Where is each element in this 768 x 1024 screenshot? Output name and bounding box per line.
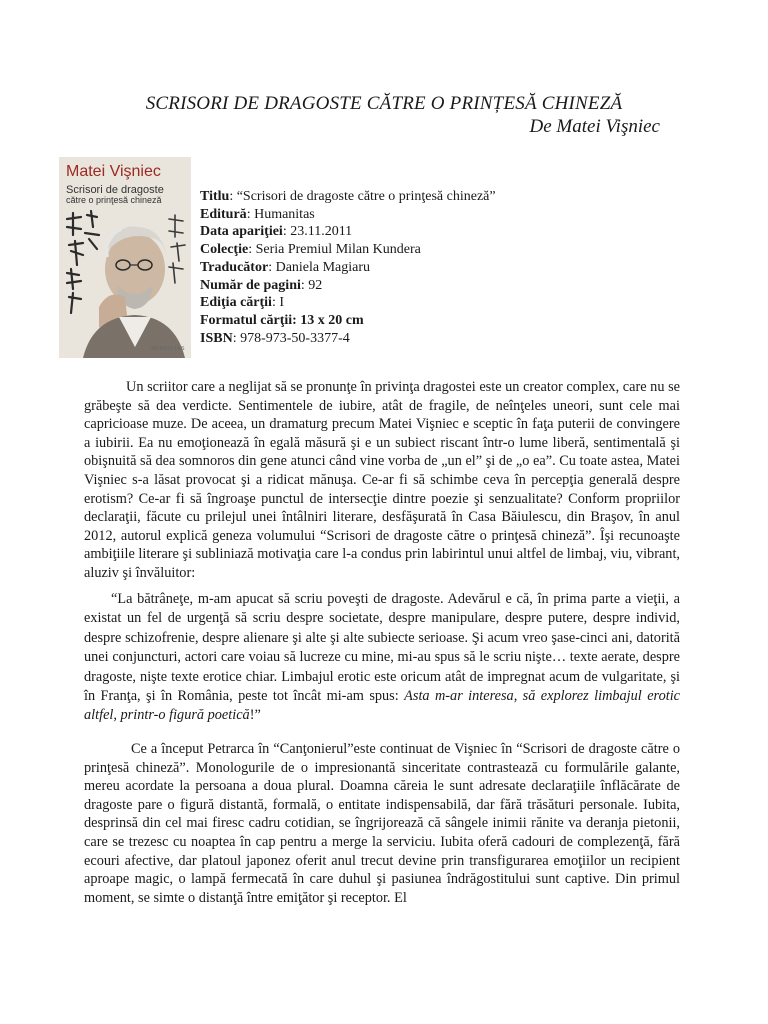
detail-isbn: ISBN: 978-973-50-3377-4 [200,330,350,346]
paragraph-petrarca: Ce a început Petrarca în “Canţonierul”este continuat de Vişniec în “Scrisori de dragoste către o prinţesă chineză”. Monologurile de o impresionantă sinceritate contrastează cu formulările galante, mereu acordate la persoana a doua plural. Doamna căreia le sunt adresate declaraţiile înflăcărate de dragoste pare o figură distantă, formală, o entitate indispensabilă, dar fără trăsături personale. Iubita, desprinsă din cel mai firesc cadru cotidian, se îngrijorează că sângele inimii rănite va deranja pietonii, care se trezesc cu noaptea în cap pentru a merge la serviciu. Iubita oferă cadouri de complezenţă, fără ecouri afective, dar platoul japonez oferit anul trecut devine prin transfigurarea emoţiilor un recipient aproape magic, o lampă fermecată în care duhul şi pasiunea îndrăgostitului sunt captive. Din primul moment, se simte o distanţă între emiţător şi receptor. El [84,741,680,906]
cover-title [66,185,188,205]
cover-title-line1: Scrisori de dragoste [66,184,164,196]
quote-text: “La bătrâneţe, m-am apucat să scriu poveşti de dragoste. Adevărul e că, în prima parte a vieţii, a existat un fel de urgenţă să scriu despre societate, despre manipulare, despre putere, despre individ, despre schizofrenie, despre alienare şi alte şi alte subiecte serioase. Şi acum vreo şase-cinci ani, datorită unei conjuncturi, actori care voiau să lucreze cu mine, mi-au spus să le scriu nişte… texte aerate, despre dragoste, nişte texte erotice chiar. Limbajul erotic este oricum atât de impregnat acum de vulgaritate, şi în Franţa, şi în România, peste tot încât mi-am spus: [84,591,680,705]
book-details [200,188,496,347]
cover-author: Matei Vişniec [66,163,161,180]
paragraph-intro: Un scriitor care a neglijat să se pronunţe în privinţa dragostei este un creator complex, care nu se grăbeşte să dea verdicte. Sentimentele de iubire, atât de fragile, de neînţeles uneori, sunt cele mai capricioase muze. De aceea, un dramaturg precum Matei Vişniec e sceptic în faţa puterii de convingere a iubirii. Ea nu emoţionează în egală măsură şi e un subiect riscant într-o lume liberă, sentimentală şi obişnuită să dea somnoros din gene atunci când vine vorba de „un el” şi de „o ea”. Cu toate astea, Matei Vişniec s-a lăsat provocat şi a ridicat mănuşa. Ce-ar fi să schimbe ceva în percepţia generală despre erotism? Ce-ar fi să îngroaşe punctul de intersecţie dintre poezie şi senzualitate? Conform propriilor declaraţii, făcute cu prilejul unei întâlniri literare, desfăşurată în Casa Băiulescu, din Braşov, în anul 2012, autorul explică geneza volumului “Scrisori de dragoste către o prinţesă chineză”. Îşi recunoaşte ambiţiile literare şi subliniază motivaţia care l-a condus prin labirintul unui altfel de limbaj, viu, vibrant, aluziv şi învăluitor: [84,379,680,581]
detail-release-date: Data apariţiei: 23.11.2011 [200,224,353,240]
cover-publisher: HUMANITAS [151,346,185,352]
author-quote [84,590,680,726]
detail-collection: Colecţie: Seria Premiul Milan Kundera [200,242,421,258]
detail-translator: Traducător: Daniela Magiaru [200,259,371,275]
detail-format: Formatul cărţii: 13 x 20 cm [200,312,364,328]
document-title: SCRISORI DE DRAGOSTE CĂTRE O PRINȚESĂ CHINEZĂ [145,93,623,114]
cover-title-line2: către o prinţesă chineză [66,195,162,205]
quote-italic: Asta m-ar interesa, să explorez limbajul erotic altfel, printr-o figură poetică [84,688,681,724]
document-author: De Matei Vişniec [529,116,660,137]
detail-title: Titlu: “Scrisori de dragoste către o prinţesă chineză” [200,189,496,204]
detail-publisher: Editură: Humanitas [200,206,315,222]
book-cover-image [59,157,191,358]
detail-edition: Ediţia cărţii: I [200,295,284,311]
detail-pages: Număr de pagini: 92 [200,277,323,293]
quote-end: !” [249,707,261,724]
